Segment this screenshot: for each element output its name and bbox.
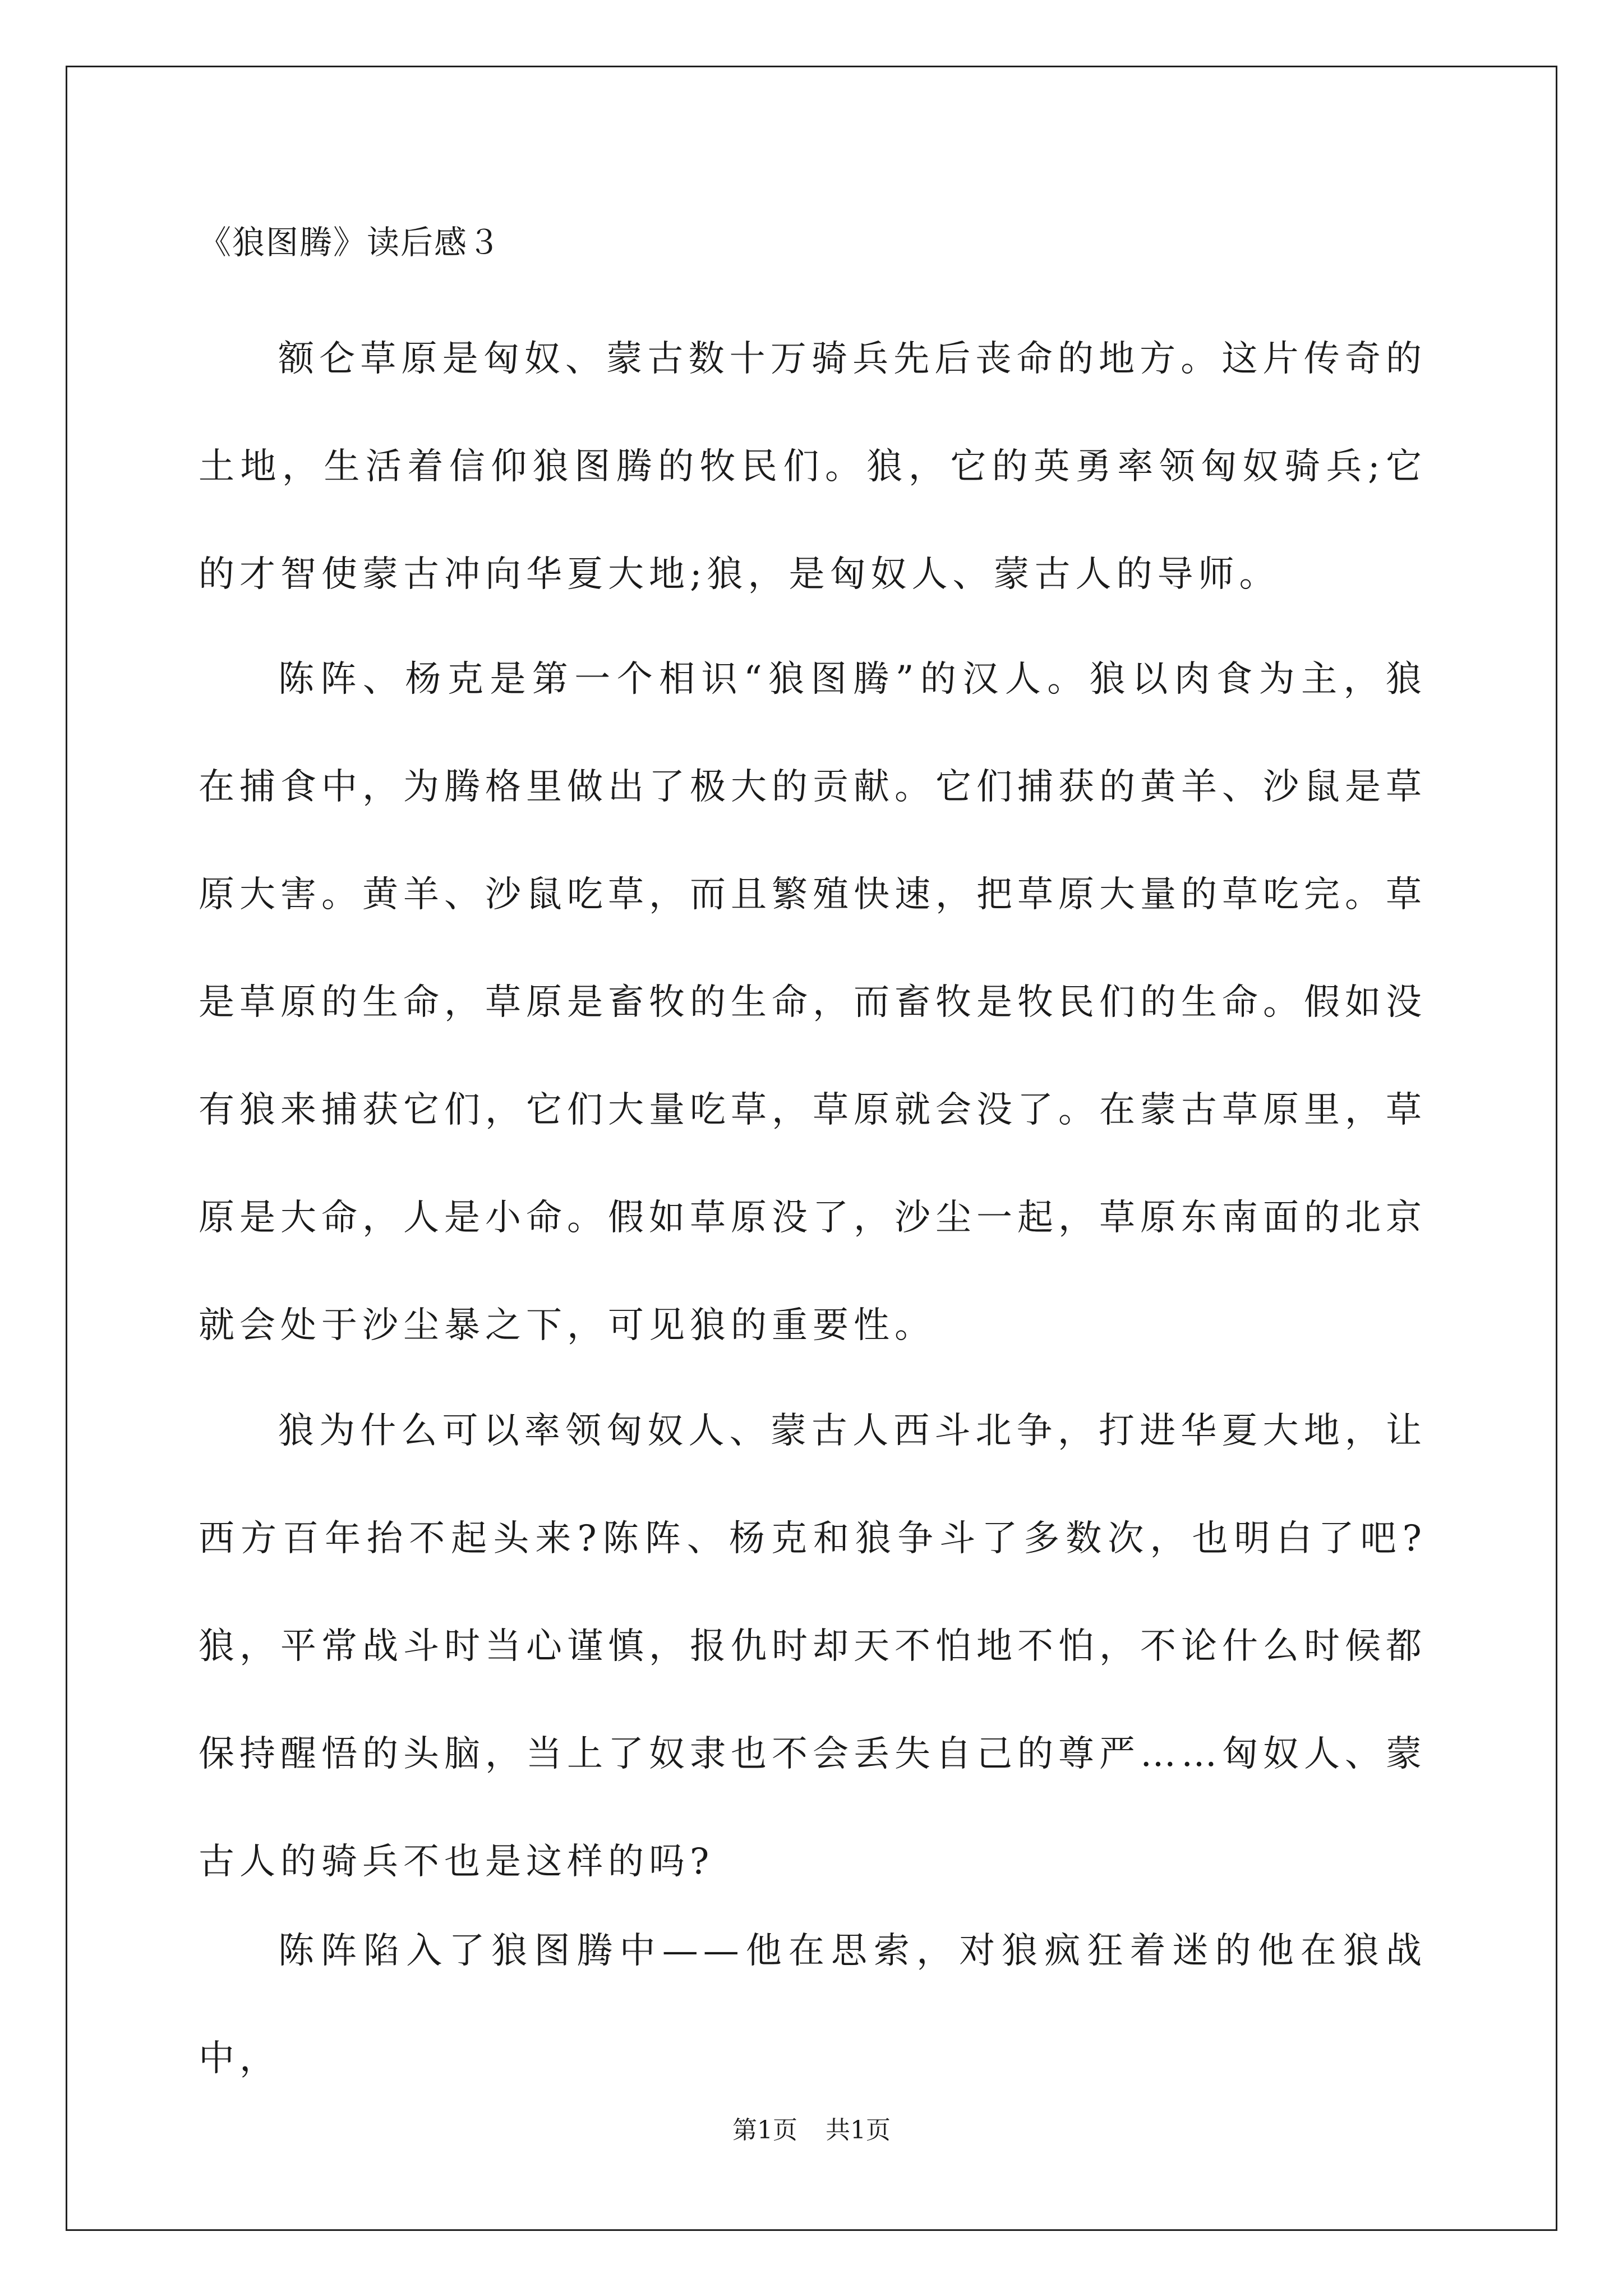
paragraph-2: 陈阵、杨克是第一个相识“狼图腾”的汉人。狼以肉食为主，狼在捕食中，为腾格里做出了极大的贡献。它们捕获的黄羊、沙鼠是草原大害。黄羊、沙鼠吃草，而且繁殖快速，把草原大量的草吃完。草是草原的生命，草原是畜牧的生命，而畜牧是牧民们的生命。假如没有狼来捕获它们，它们大量吃草，草原就会没了。在蒙古草原里，草原是大命，人是小命。假如草原没了，沙尘一起，草原东南面的北京就会处于沙尘暴之下，可见狼的重要性。 [199, 659, 1427, 1346]
paragraph-3: 狼为什么可以率领匈奴人、蒙古人西斗北争，打进华夏大地，让西方百年抬不起头来?陈阵、杨克和狼争斗了多数次，也明白了吧?狼，平常战斗时当心谨慎，报仇时却天不怕地不怕，不论什么时候都保持醒悟的头脑，当上了奴隶也不会丢失自己的尊严……匈奴人、蒙古人的骑兵不也是这样的吗? [199, 1410, 1427, 1883]
page-number: 第1页 [732, 2116, 797, 2145]
paragraph-4: 陈阵陷入了狼图腾中——他在思索，对狼疯狂着迷的他在狼战中， [199, 1930, 1427, 2079]
page-footer [0, 2114, 1623, 2147]
document-title: 《狼图腾》读后感３ [199, 223, 502, 261]
page-total: 共1页 [826, 2116, 891, 2145]
paragraph-1: 额仑草原是匈奴、蒙古数十万骑兵先后丧命的地方。这片传奇的土地，生活着信仰狼图腾的牧民们。狼，它的英勇率领匈奴骑兵;它的才智使蒙古冲向华夏大地;狼，是匈奴人、蒙古人的导师。 [199, 338, 1427, 595]
